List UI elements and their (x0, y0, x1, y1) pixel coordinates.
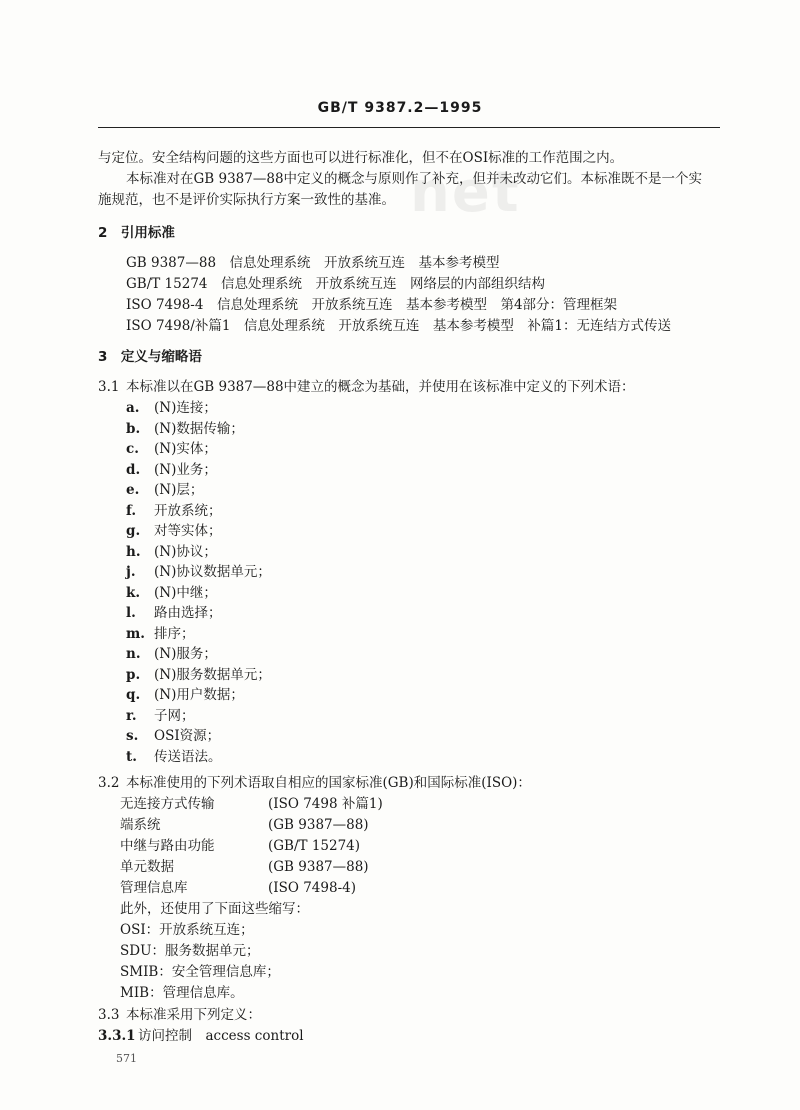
clause-number: 3.1 (98, 379, 120, 395)
term-item (126, 437, 217, 457)
term-item (126, 478, 203, 498)
term-text: (N)服务； (154, 646, 217, 662)
header-rule (98, 127, 720, 128)
term-mark: e. (126, 482, 140, 498)
term-mark: h. (126, 543, 141, 560)
term-name: 中继与路由功能 (120, 838, 215, 854)
term-mark: l. (126, 605, 136, 621)
term-text: 子网； (154, 707, 195, 724)
term-item (126, 683, 244, 703)
abbreviation-item: SMIB：安全管理信息库； (120, 964, 280, 980)
term-item (126, 417, 244, 437)
term-name: 无连接方式传输 (120, 796, 215, 812)
term-item (126, 396, 217, 416)
clause-text: 本标准采用下列定义： (126, 1007, 261, 1023)
term-mark: c. (126, 441, 139, 457)
term-name: 单元数据 (120, 859, 174, 875)
term-source: (GB/T 15274) (268, 838, 361, 854)
borrowed-term (120, 834, 360, 854)
term-text: (N)中继； (154, 584, 217, 601)
borrowed-term (120, 813, 369, 833)
term-name: 端系统 (120, 817, 161, 833)
term-mark: k. (126, 584, 141, 601)
term-source: (GB 9387—88) (268, 859, 369, 875)
clause-3-1 (98, 375, 635, 395)
abbreviation-item: SDU：服务数据单元； (120, 943, 260, 959)
clause-text: 访问控制 access control (138, 1028, 304, 1044)
term-text: (N)协议数据单元； (154, 564, 271, 580)
term-item (126, 560, 271, 580)
term-text: 路由选择； (154, 605, 222, 621)
term-item (126, 540, 217, 560)
reference-item: GB/T 15274 信息处理系统 开放系统互连 网络层的内部组织结构 (126, 276, 545, 292)
term-text: 对等实体； (154, 523, 222, 539)
clause-number: 3.3.1 (98, 1028, 136, 1044)
term-mark: a. (126, 400, 140, 416)
term-source: (ISO 7498 补篇1) (268, 796, 383, 812)
intro-line-3: 施规范，也不是评价实际执行方案一致性的基准。 (98, 192, 395, 208)
clause-number: 3.2 (98, 775, 120, 791)
clause-3-3 (98, 1003, 261, 1023)
term-item (126, 724, 220, 744)
clause-3-3-1 (98, 1024, 304, 1044)
term-item (126, 622, 195, 642)
term-item (126, 581, 217, 601)
abbreviation-item: MIB：管理信息库。 (120, 985, 244, 1001)
term-text: (N)实体； (154, 441, 217, 457)
term-item (126, 745, 222, 765)
intro-line-1: 与定位。安全结构问题的这些方面也可以进行标准化，但不在OSI标准的工作范围之内。 (98, 150, 624, 166)
term-mark: r. (126, 707, 137, 724)
abbreviation-item: OSI：开放系统互连； (120, 922, 254, 938)
term-mark: b. (126, 420, 141, 437)
term-text: OSI资源； (154, 728, 221, 744)
borrowed-term (120, 855, 369, 875)
term-mark: t. (126, 748, 137, 765)
term-item (126, 704, 195, 724)
term-text: 开放系统； (154, 502, 222, 519)
term-name: 管理信息库 (120, 880, 188, 896)
term-text: (N)协议； (154, 543, 217, 560)
term-mark: p. (126, 666, 141, 683)
borrowed-term (120, 792, 383, 812)
term-mark: j. (126, 564, 136, 580)
clause-text: 本标准以在GB 9387—88中建立的概念为基础，并使用在该标准中定义的下列术语： (126, 379, 635, 395)
reference-item: ISO 7498/补篇1 信息处理系统 开放系统互连 基本参考模型 补篇1：无连结方式传送 (126, 318, 672, 334)
term-mark: s. (126, 728, 139, 744)
watermark: net (410, 160, 521, 225)
term-item (126, 499, 222, 519)
term-text: (N)用户数据； (154, 687, 244, 703)
term-source: (GB 9387—88) (268, 817, 369, 833)
term-item (126, 642, 217, 662)
term-mark: n. (126, 646, 141, 662)
term-text: (N)业务； (154, 461, 217, 478)
term-source: (ISO 7498-4) (268, 880, 356, 896)
abbreviation-intro: 此外，还使用了下面这些缩写： (120, 901, 309, 917)
reference-item: GB 9387—88 信息处理系统 开放系统互连 基本参考模型 (126, 255, 500, 271)
term-text: (N)连接； (154, 400, 217, 416)
term-text: (N)层； (154, 482, 204, 498)
term-mark: d. (126, 461, 141, 478)
term-text: 传送语法。 (154, 748, 222, 765)
term-mark: m. (126, 625, 145, 642)
term-item (126, 519, 222, 539)
term-item (126, 663, 271, 683)
borrowed-term (120, 876, 356, 896)
page-header: GB/T 9387.2—1995 (317, 100, 483, 116)
clause-text: 本标准使用的下列术语取自相应的国家标准(GB)和国际标准(ISO)： (126, 775, 531, 791)
section-2-title: 2 引用标准 (98, 225, 175, 241)
term-mark: f. (126, 502, 137, 519)
clause-3-2 (98, 771, 531, 791)
intro-line-2: 本标准对在GB 9387—88中定义的概念与原则作了补充，但并未改动它们。本标准既不是一个实 (126, 171, 703, 187)
page-number: 571 (116, 1052, 137, 1065)
term-mark: q. (126, 687, 141, 703)
reference-item: ISO 7498-4 信息处理系统 开放系统互连 基本参考模型 第4部分：管理框架 (126, 297, 618, 313)
term-text: (N)数据传输； (154, 420, 244, 437)
term-mark: g. (126, 523, 141, 539)
term-text: (N)服务数据单元； (154, 666, 271, 683)
term-item (126, 458, 217, 478)
clause-number: 3.3 (98, 1007, 120, 1023)
term-item (126, 601, 222, 621)
section-3-title: 3 定义与缩略语 (98, 349, 202, 365)
term-text: 排序； (154, 625, 195, 642)
